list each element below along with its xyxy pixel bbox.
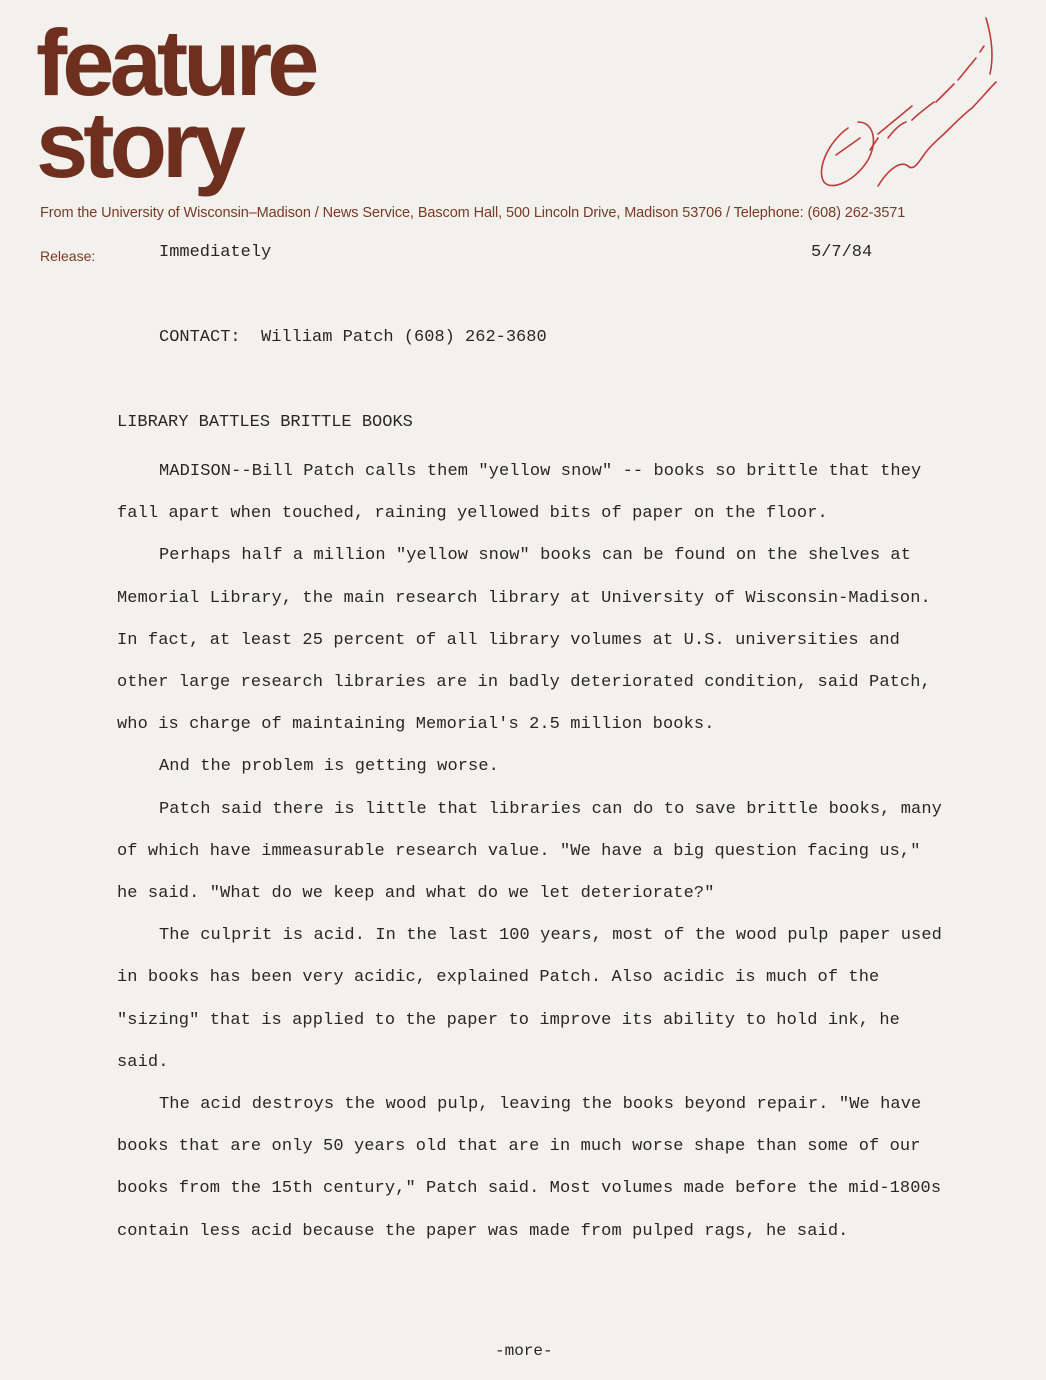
paragraph: The culprit is acid. In the last 100 years, most of the wood pulp paper used in books has been very acidic, explained Patch. Also acidic is much of the "sizing" that is applied to the paper to improve its ability to hold ink, he said. bbox=[117, 926, 942, 1072]
release-value: Immediately bbox=[159, 243, 272, 262]
paragraph: Patch said there is little that libraries can do to save brittle books, many of which have immeasurable research value. "We have a big question facing us," he said. "What do we keep and what do we let deteriorate?" bbox=[117, 799, 942, 904]
release-date: 5/7/84 bbox=[811, 243, 873, 262]
masthead-story: story bbox=[36, 92, 241, 197]
news-service-address: From the University of Wisconsin–Madison / News Service, Bascom Hall, 500 Lincoln Drive, Madison 53706 / Telephone: (608) 262-3571 bbox=[40, 205, 906, 221]
paragraph: MADISON--Bill Patch calls them "yellow snow" -- books so brittle that they fall apart when touched, raining yellowed bits of paper on the floor. bbox=[117, 462, 922, 524]
masthead-feature: feature bbox=[36, 10, 315, 115]
paragraph: Perhaps half a million "yellow snow" books can be found on the shelves at Memorial Library, the main research library at University of Wisconsin-Madison. In fact, at least 25 percent of all library volumes at U.S. universities and other large research libraries are in badly deteriorated condition, said Patch, who is charge of maintaining Memorial's 2.5 million books. bbox=[117, 546, 931, 735]
continued-marker: -more- bbox=[495, 1342, 553, 1360]
story-headline: LIBRARY BATTLES BRITTLE BOOKS bbox=[117, 413, 413, 432]
story-body bbox=[117, 451, 947, 1253]
handwritten-annotation bbox=[808, 10, 1018, 200]
masthead-logo bbox=[36, 10, 315, 197]
contact-line: CONTACT: William Patch (608) 262-3680 bbox=[159, 328, 547, 347]
release-label: Release: bbox=[40, 248, 96, 264]
paragraph: And the problem is getting worse. bbox=[159, 757, 499, 777]
paragraph: The acid destroys the wood pulp, leaving the books beyond repair. "We have books that are only 50 years old that are in much worse shape than some of our books from the 15th century," Patch said. Most volumes made before the mid-1800s contain less acid because the paper was made from pulped rags, he said. bbox=[117, 1095, 942, 1241]
